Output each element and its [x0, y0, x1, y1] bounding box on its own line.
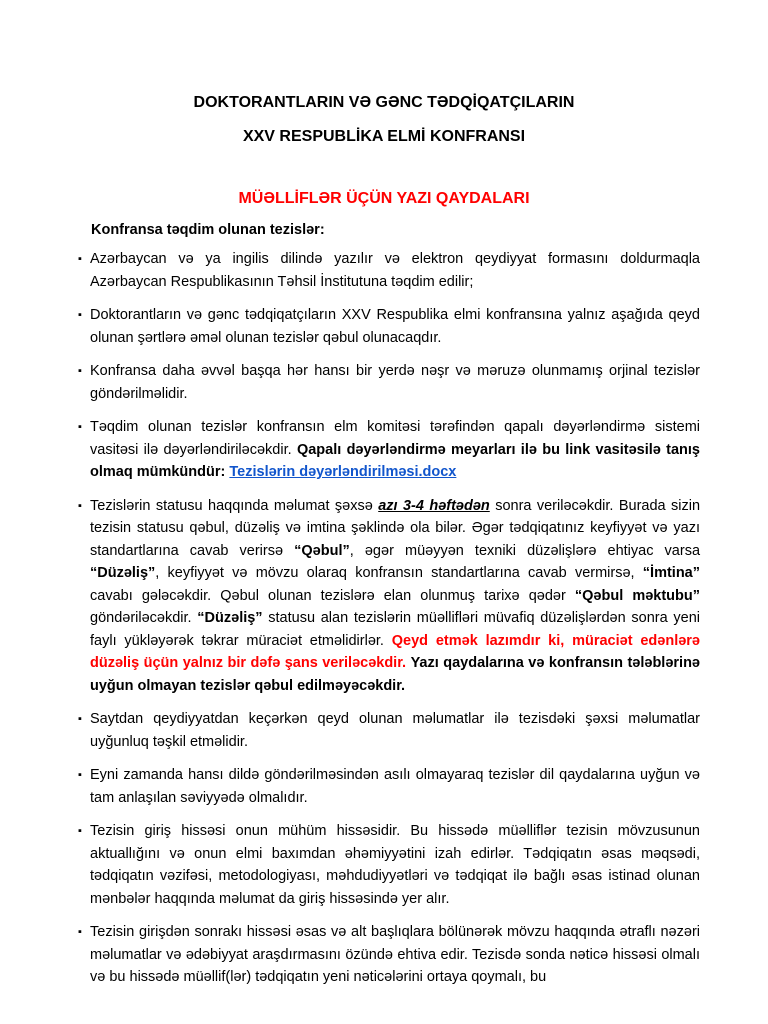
important-note: Qeyd etmək lazımdır ki, müraciət edənlərə düzəliş üçün yalnız bir dəfə şans veriləcəkdir.	[90, 632, 700, 671]
list-item-text: Doktorantların və gənc tədqiqatçıların XXV Respublika elmi konfransına yalnız aşağıda qeyd olunan şərtlərə əməl olunan tezislər qəbul olunacaqdır.	[90, 307, 700, 346]
list-item	[76, 495, 700, 698]
status-text: cavabı gələcəkdir. Qəbul olunan tezislərə elan olunmuş tarixə qədər	[90, 587, 566, 604]
list-item	[76, 360, 700, 405]
evaluation-text: Təqdim olunan tezislər konfransın elm komitəsi tərəfindən qapalı dəyərləndirmə sistemi vasitəsi ilə dəyərləndiriləcəkdir.	[90, 419, 700, 458]
list-item	[76, 248, 700, 293]
bullet-icon: ▪	[78, 769, 82, 781]
list-item-text: Tezisin giriş hissəsi onun mühüm hissəsidir. Bu hissədə müəlliflər tezisin mövzusunun aktuallığını və onun elmi baxımdan əhəmiyyətini izah edirlər. Tədqiqatın əsas məqsədi, tədqiqatın vəzifəsi, metodologiyası, məhdudiyyətləri və tədqiqat ilə bağlı əsas istinad olunan mənbələr haqqında məlumat da giriş hissəsində yer alır.	[90, 823, 700, 907]
status-text: , əgər müəyyən texniki düzəlişlərə ehtiyac varsa	[349, 542, 701, 559]
section-title: MÜƏLLİFLƏR ÜÇÜN YAZI QAYDALARI	[238, 190, 530, 207]
bullet-icon: ▪	[78, 421, 82, 433]
status-text: göndəriləcəkdir.	[90, 610, 192, 626]
status-text: , keyfiyyət və mövzu olaraq konfransın standartlarına cavab vermirsə,	[155, 565, 635, 581]
rejection-note: Yazı qaydalarına və konfransın tələblərinə uyğun olmayan tezislər qəbul edilməyəcəkdir.	[90, 655, 700, 694]
bullet-icon: ▪	[78, 365, 82, 377]
list-item	[76, 764, 700, 809]
acceptance-letter-label: “Qəbul məktubu”	[574, 587, 701, 604]
list-item-text: Tezisin girişdən sonrakı hissəsi əsas və alt başlıqlara bölünərək mövzu haqqında ətraflı nəzəri məlumatlar və ədəbiyyat araşdırmasını özündə ehtiva edir. Tezisdə sonda nəticə hissəsi olmalı və bu hissədə müəllif(lər) tədqiqatın yeni nəticələrini ortaya qoymalı, bu	[90, 924, 700, 985]
bullet-icon: ▪	[78, 309, 82, 321]
rules-list	[76, 248, 700, 1000]
conference-title-line-1: DOKTORANTLARIN VƏ GƏNC TƏDQİQATÇILARIN	[193, 94, 575, 111]
conference-title-line-2: XXV RESPUBLİKA ELMİ KONFRANSI	[242, 128, 526, 145]
status-text: sonra veriləcəkdir. Burada sizin tezisin statusu qəbul, düzəliş və imtina şəklində ola bilər. Əgər tədqiqatınız keyfiyyət və yazı standartlarına cavab verirsə	[90, 497, 701, 559]
bullet-icon: ▪	[78, 253, 82, 265]
evaluation-criteria-text: Qapalı dəyərləndirmə meyarları ilə bu link vasitəsilə tanış olmaq mümkündür:	[90, 441, 700, 480]
status-reject-label: “İmtina”	[642, 565, 700, 581]
list-item-text	[76, 416, 700, 484]
status-text: statusu alan tezislərin müəllifləri müvafiq düzəlişlərdən sonra yeni faylı yükləyərək təkrar müraciət etməlidirlər.	[90, 610, 700, 649]
status-revise-label: “Düzəliş”	[90, 565, 156, 581]
bullet-icon: ▪	[78, 713, 82, 725]
status-timeframe: azı 3-4 həftədən	[378, 497, 490, 514]
status-revise-label: “Düzəliş”	[197, 610, 263, 626]
list-item	[76, 304, 700, 349]
list-item	[76, 416, 700, 484]
bullet-icon: ▪	[78, 825, 82, 837]
list-item-text	[76, 495, 700, 698]
status-accept-label: “Qəbul”	[294, 542, 350, 559]
list-item	[76, 820, 700, 910]
bullet-icon: ▪	[78, 499, 82, 512]
list-item-text: Saytdan qeydiyyatdan keçərkən qeyd olunan məlumatlar ilə tezisdəki şəxsi məlumatlar uyğunluq təşkil etməlidir.	[90, 711, 700, 750]
list-item	[76, 921, 700, 989]
status-text: Tezislərin statusu haqqında məlumat şəxsə	[90, 497, 373, 514]
list-item	[76, 708, 700, 753]
intro-heading: Konfransa təqdim olunan tezislər:	[91, 222, 325, 238]
list-item-text: Konfransa daha əvvəl başqa hər hansı bir yerdə nəşr və məruzə olunmamış orjinal tezislər göndərilməlidir.	[90, 363, 700, 402]
evaluation-document-link[interactable]: Tezislərin dəyərləndirilməsi.docx	[229, 464, 457, 480]
list-item-text: Azərbaycan və ya ingilis dilində yazılır və elektron qeydiyyat formasını doldurmaqla Azərbaycan Respublikasının Təhsil İnstitutuna təqdim edilir;	[90, 251, 700, 290]
bullet-icon: ▪	[78, 926, 82, 938]
list-item-text: Eyni zamanda hansı dildə göndərilməsindən asılı olmayaraq tezislər dil qaydalarına uyğun və tam anlaşılan səviyyədə olmalıdır.	[90, 767, 700, 806]
